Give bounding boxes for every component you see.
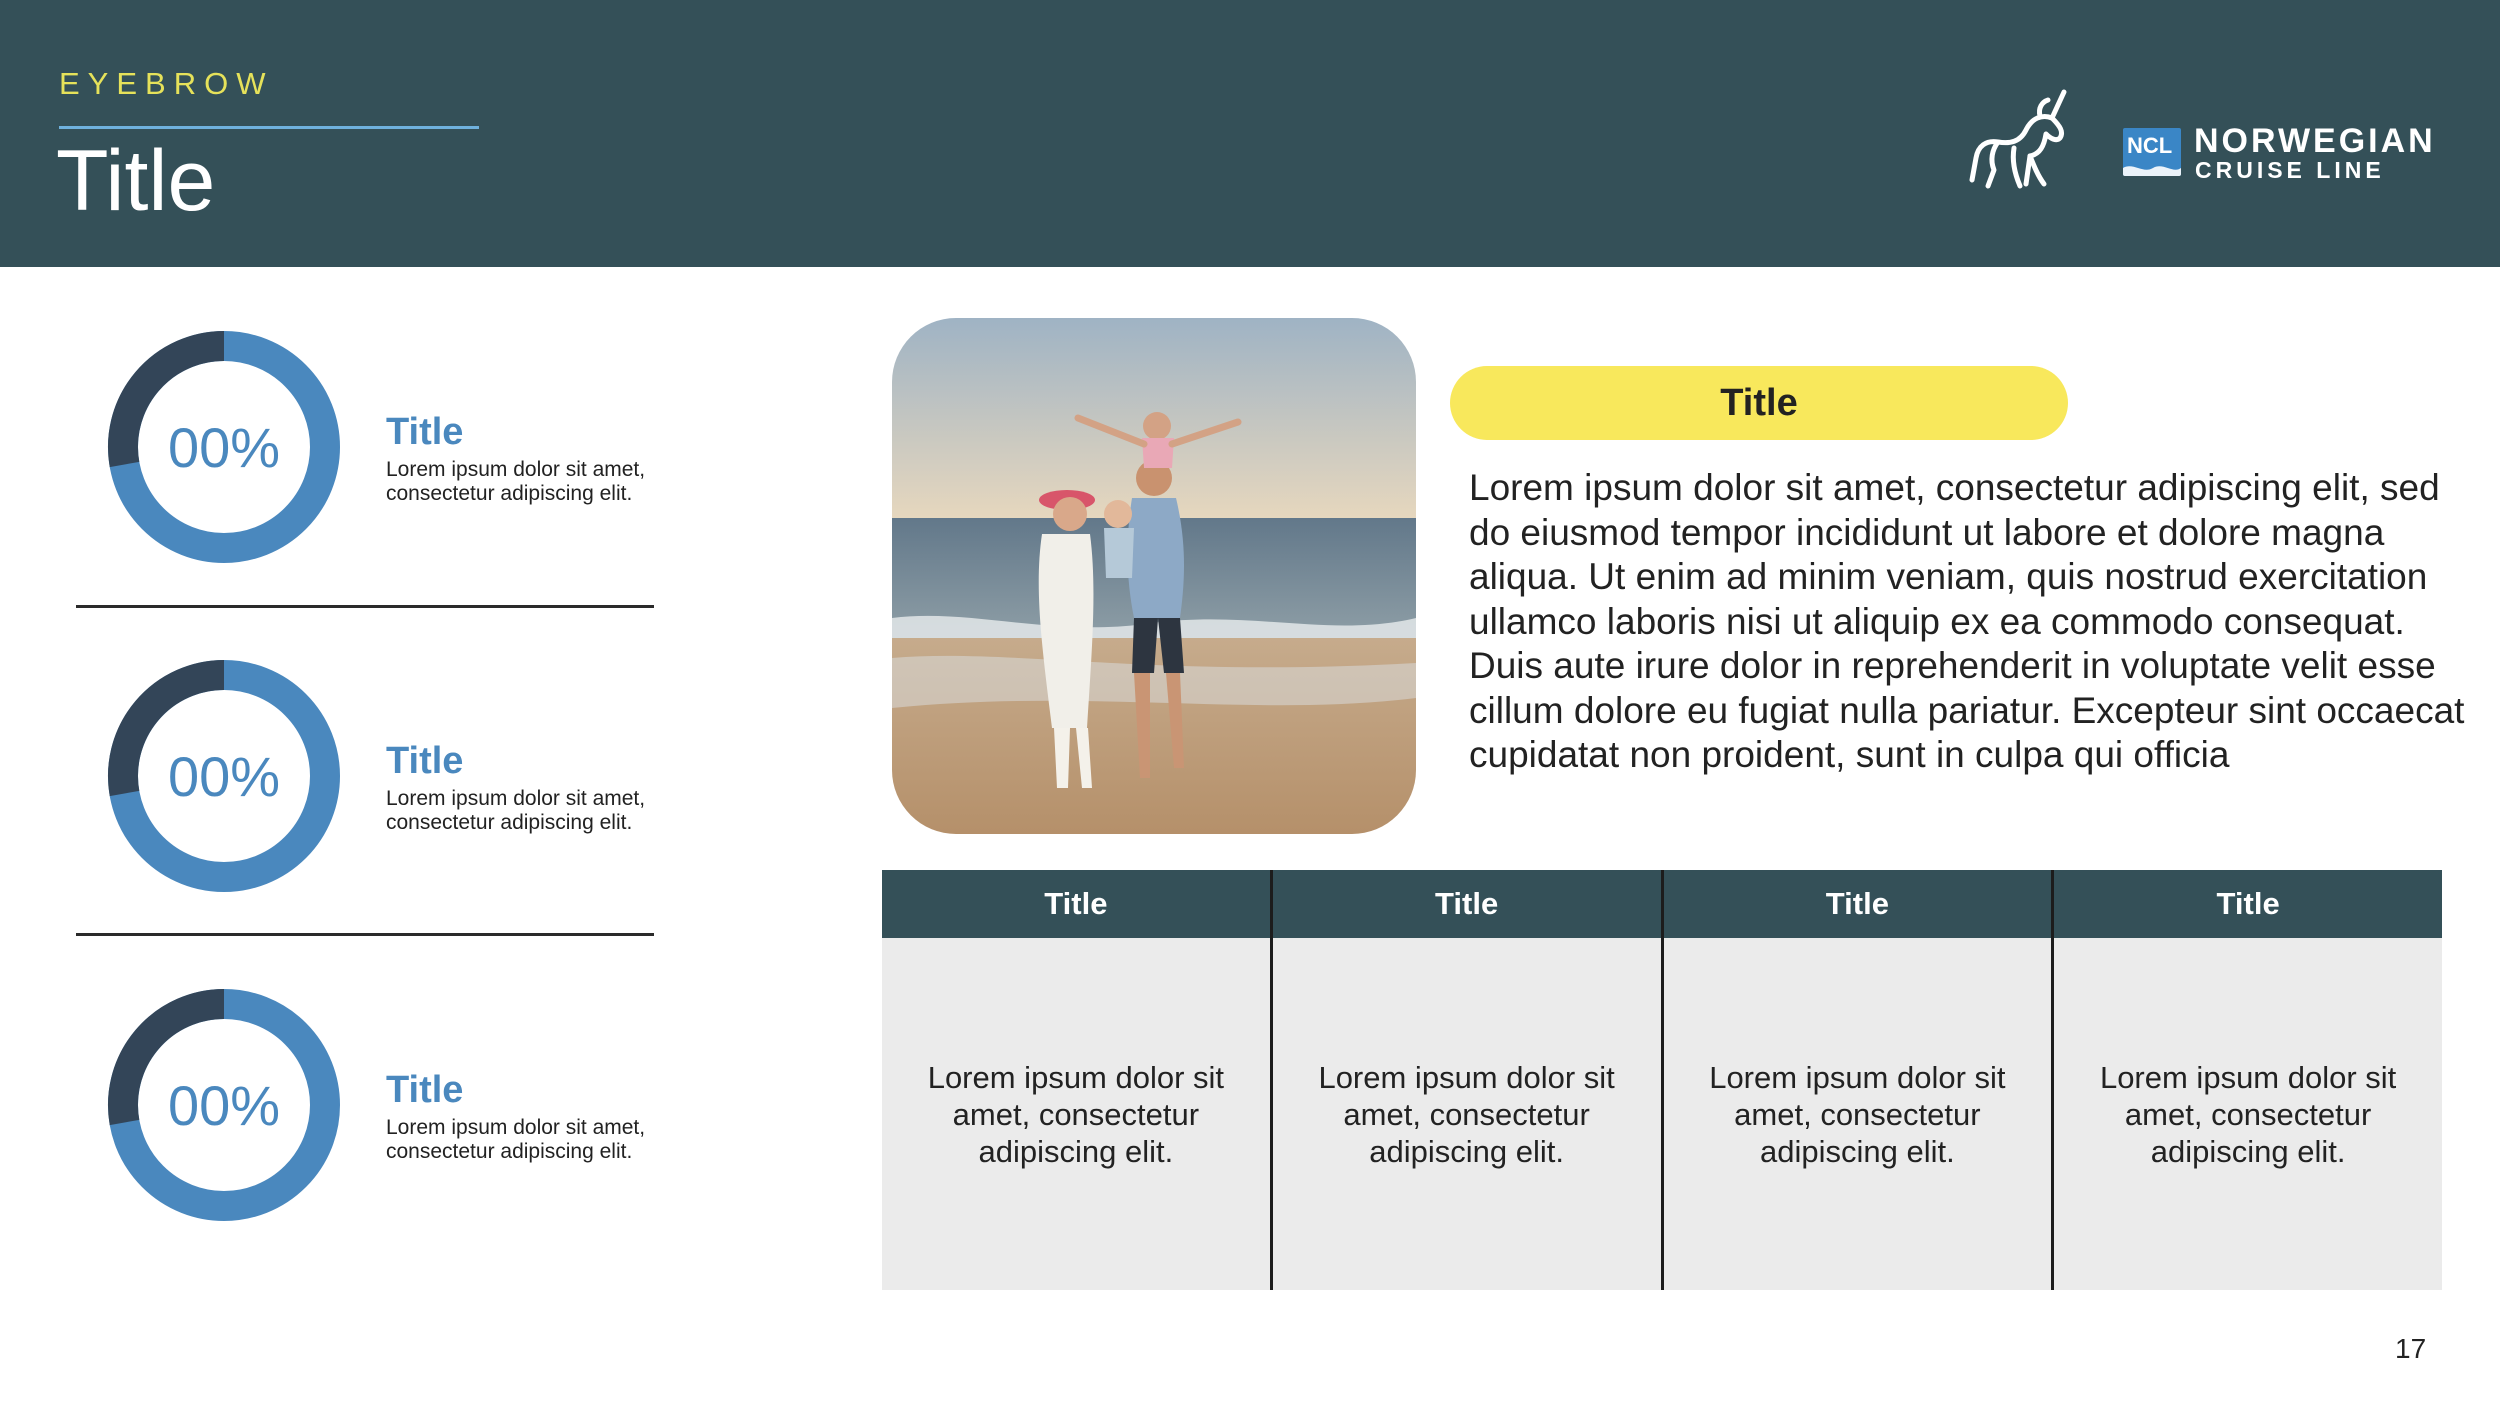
- table-header-cell: Title: [2051, 870, 2442, 938]
- donut-value: 00%: [167, 744, 281, 808]
- table-header-cell: Title: [1270, 870, 1661, 938]
- metric-title: Title: [386, 740, 464, 782]
- header-bar: [0, 0, 2500, 267]
- content-table: [882, 870, 2442, 1290]
- table-cell: [2051, 938, 2442, 1290]
- unicorn-logo-icon: [1968, 88, 2078, 198]
- donut-value: 00%: [167, 1073, 281, 1137]
- table-cell-text: Lorem ipsum dolor sit amet, consectetur adipiscing elit.: [927, 1059, 1225, 1169]
- eyebrow-text: EYEBROW: [59, 66, 274, 101]
- metric-item: [104, 985, 724, 1225]
- metric-title: Title: [386, 411, 464, 453]
- metric-description: Lorem ipsum dolor sit amet, consectetur adipiscing elit.: [386, 1116, 646, 1163]
- divider: [76, 933, 654, 936]
- wave-icon: [2123, 160, 2181, 176]
- feature-title-pill: Title: [1450, 366, 2068, 440]
- divider: [76, 605, 654, 608]
- table-cell: [882, 938, 1270, 1290]
- table-cell: [1270, 938, 1661, 1290]
- eyebrow-rule: [59, 126, 479, 129]
- table-cell-text: Lorem ipsum dolor sit amet, consectetur adipiscing elit.: [1318, 1059, 1615, 1169]
- metric-item: [104, 656, 724, 896]
- table-header-cell: Title: [882, 870, 1270, 938]
- table-cell-text: Lorem ipsum dolor sit amet, consectetur adipiscing elit.: [2099, 1059, 2397, 1169]
- table-header-cell: Title: [1661, 870, 2052, 938]
- page-title: Title: [56, 133, 216, 229]
- donut-value: 00%: [167, 415, 281, 479]
- metric-item: [104, 327, 724, 567]
- brand-name-line-1: NORWEGIAN: [2194, 122, 2436, 160]
- ncl-badge-logo: [2123, 128, 2181, 176]
- table-cell: [1661, 938, 2052, 1290]
- table-row: [882, 938, 2442, 1290]
- brand-name-line-2: CRUISE LINE: [2195, 157, 2385, 183]
- feature-body-text: Lorem ipsum dolor sit amet, consectetur adipiscing elit, sed do eiusmod tempor incididunt ut labore et dolore magna aliqua. Ut enim ad minim veniam, quis nostrud exercitation ullamco laboris nisi ut aliquip ex ea commodo consequat. Duis aute irure dolor in reprehenderit in voluptate velit esse cillum dolore eu fugiat nulla pariatur. Excepteur sint occaecat cupidatat non proident, sunt in culpa qui officia: [1469, 467, 2465, 775]
- metric-title: Title: [386, 1069, 464, 1111]
- table-cell-text: Lorem ipsum dolor sit amet, consectetur adipiscing elit.: [1709, 1059, 2006, 1169]
- metric-description: Lorem ipsum dolor sit amet, consectetur adipiscing elit.: [386, 787, 646, 834]
- family-beach-photo: [892, 318, 1416, 834]
- table-header-row: [882, 870, 2442, 938]
- page-number: 17: [2395, 1333, 2427, 1364]
- ncl-badge-text: NCL: [2127, 133, 2173, 158]
- metric-description: Lorem ipsum dolor sit amet, consectetur adipiscing elit.: [386, 458, 646, 505]
